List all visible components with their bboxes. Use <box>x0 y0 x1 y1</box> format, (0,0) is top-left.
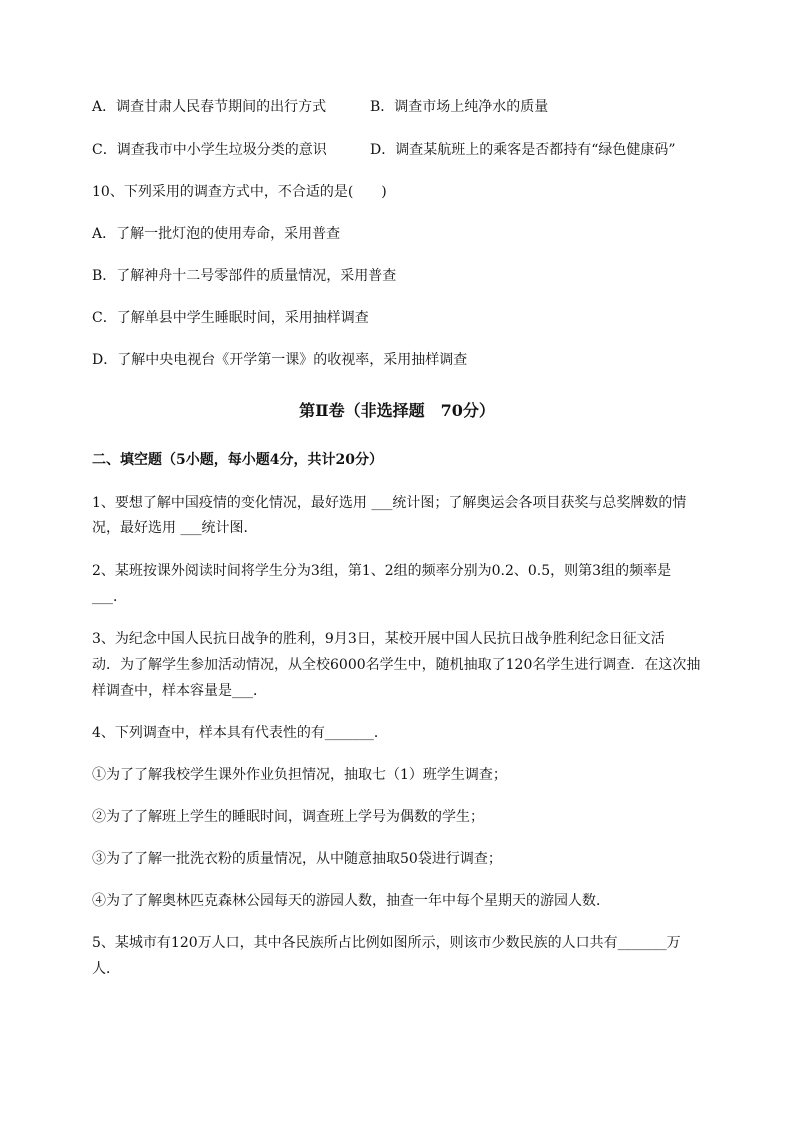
question-3-line-3: 样调查中，样本容量是___． <box>92 683 267 699</box>
question-4-stem: 4、下列调查中，样本具有代表性的有_______． <box>92 725 388 741</box>
option-b: B．调查市场上纯净水的质量 <box>370 99 549 115</box>
question-1-line-1: 1、要想了解中国疫情的变化情况，最好选用 ___统计图；了解奥运会各项目获奖与总奖牌数的情 <box>92 495 687 511</box>
question-4-item-1: ①为了了解我校学生课外作业负担情况，抽取七（1）班学生调查； <box>92 767 507 783</box>
question-4-item-4: ④为了了解奥林匹克森林公园每天的游园人数，抽查一年中每个星期天的游园人数． <box>92 893 610 909</box>
option-a: A．了解一批灯泡的使用寿命，采用普查 <box>92 226 341 242</box>
question-2-line-1: 2、某班按课外阅读时间将学生分为3组，第1、2组的频率分别为0.2、0.5，则第3组的频率是 <box>92 563 672 579</box>
fill-in-section-heading: 二、填空题（5小题，每小题4分，共计20分） <box>92 452 383 468</box>
question-5-line-1: 5、某城市有120万人口，其中各民族所占比例如图所示，则该市少数民族的人口共有_______万 <box>92 935 681 951</box>
question-stem: 10、下列采用的调查方式中，不合适的是( ) <box>92 184 387 200</box>
question-3-line-2: 动．为了解学生参加活动情况，从全校6000名学生中，随机抽取了120名学生进行调查．在这次抽 <box>92 657 701 673</box>
part-2-title: 第Ⅱ卷（非选择题 70分） <box>299 401 495 420</box>
question-2-line-2: ___． <box>92 589 127 605</box>
question-1-line-2: 况，最好选用 ___统计图． <box>92 520 258 536</box>
option-d: D．了解中央电视台《开学第一课》的收视率，采用抽样调查 <box>92 352 468 368</box>
option-b: B．了解神舟十二号零部件的质量情况，采用普查 <box>92 268 397 284</box>
question-3-line-1: 3、为纪念中国人民抗日战争的胜利，9月3日，某校开展中国人民抗日战争胜利纪念日征文活 <box>92 631 665 647</box>
question-5-line-2: 人． <box>92 961 120 977</box>
question-4-item-2: ②为了了解班上学生的睡眠时间，调查班上学号为偶数的学生； <box>92 809 484 825</box>
option-c: C．了解单县中学生睡眠时间，采用抽样调查 <box>92 310 369 326</box>
option-a: A．调查甘肃人民春节期间的出行方式 <box>92 99 327 115</box>
option-c: C．调查我市中小学生垃圾分类的意识 <box>92 142 327 158</box>
option-d: D．调查某航班上的乘客是否都持有“绿色健康码” <box>370 142 676 158</box>
question-4-item-3: ③为了了解一批洗衣粉的质量情况，从中随意抽取50袋进行调查； <box>92 851 502 867</box>
